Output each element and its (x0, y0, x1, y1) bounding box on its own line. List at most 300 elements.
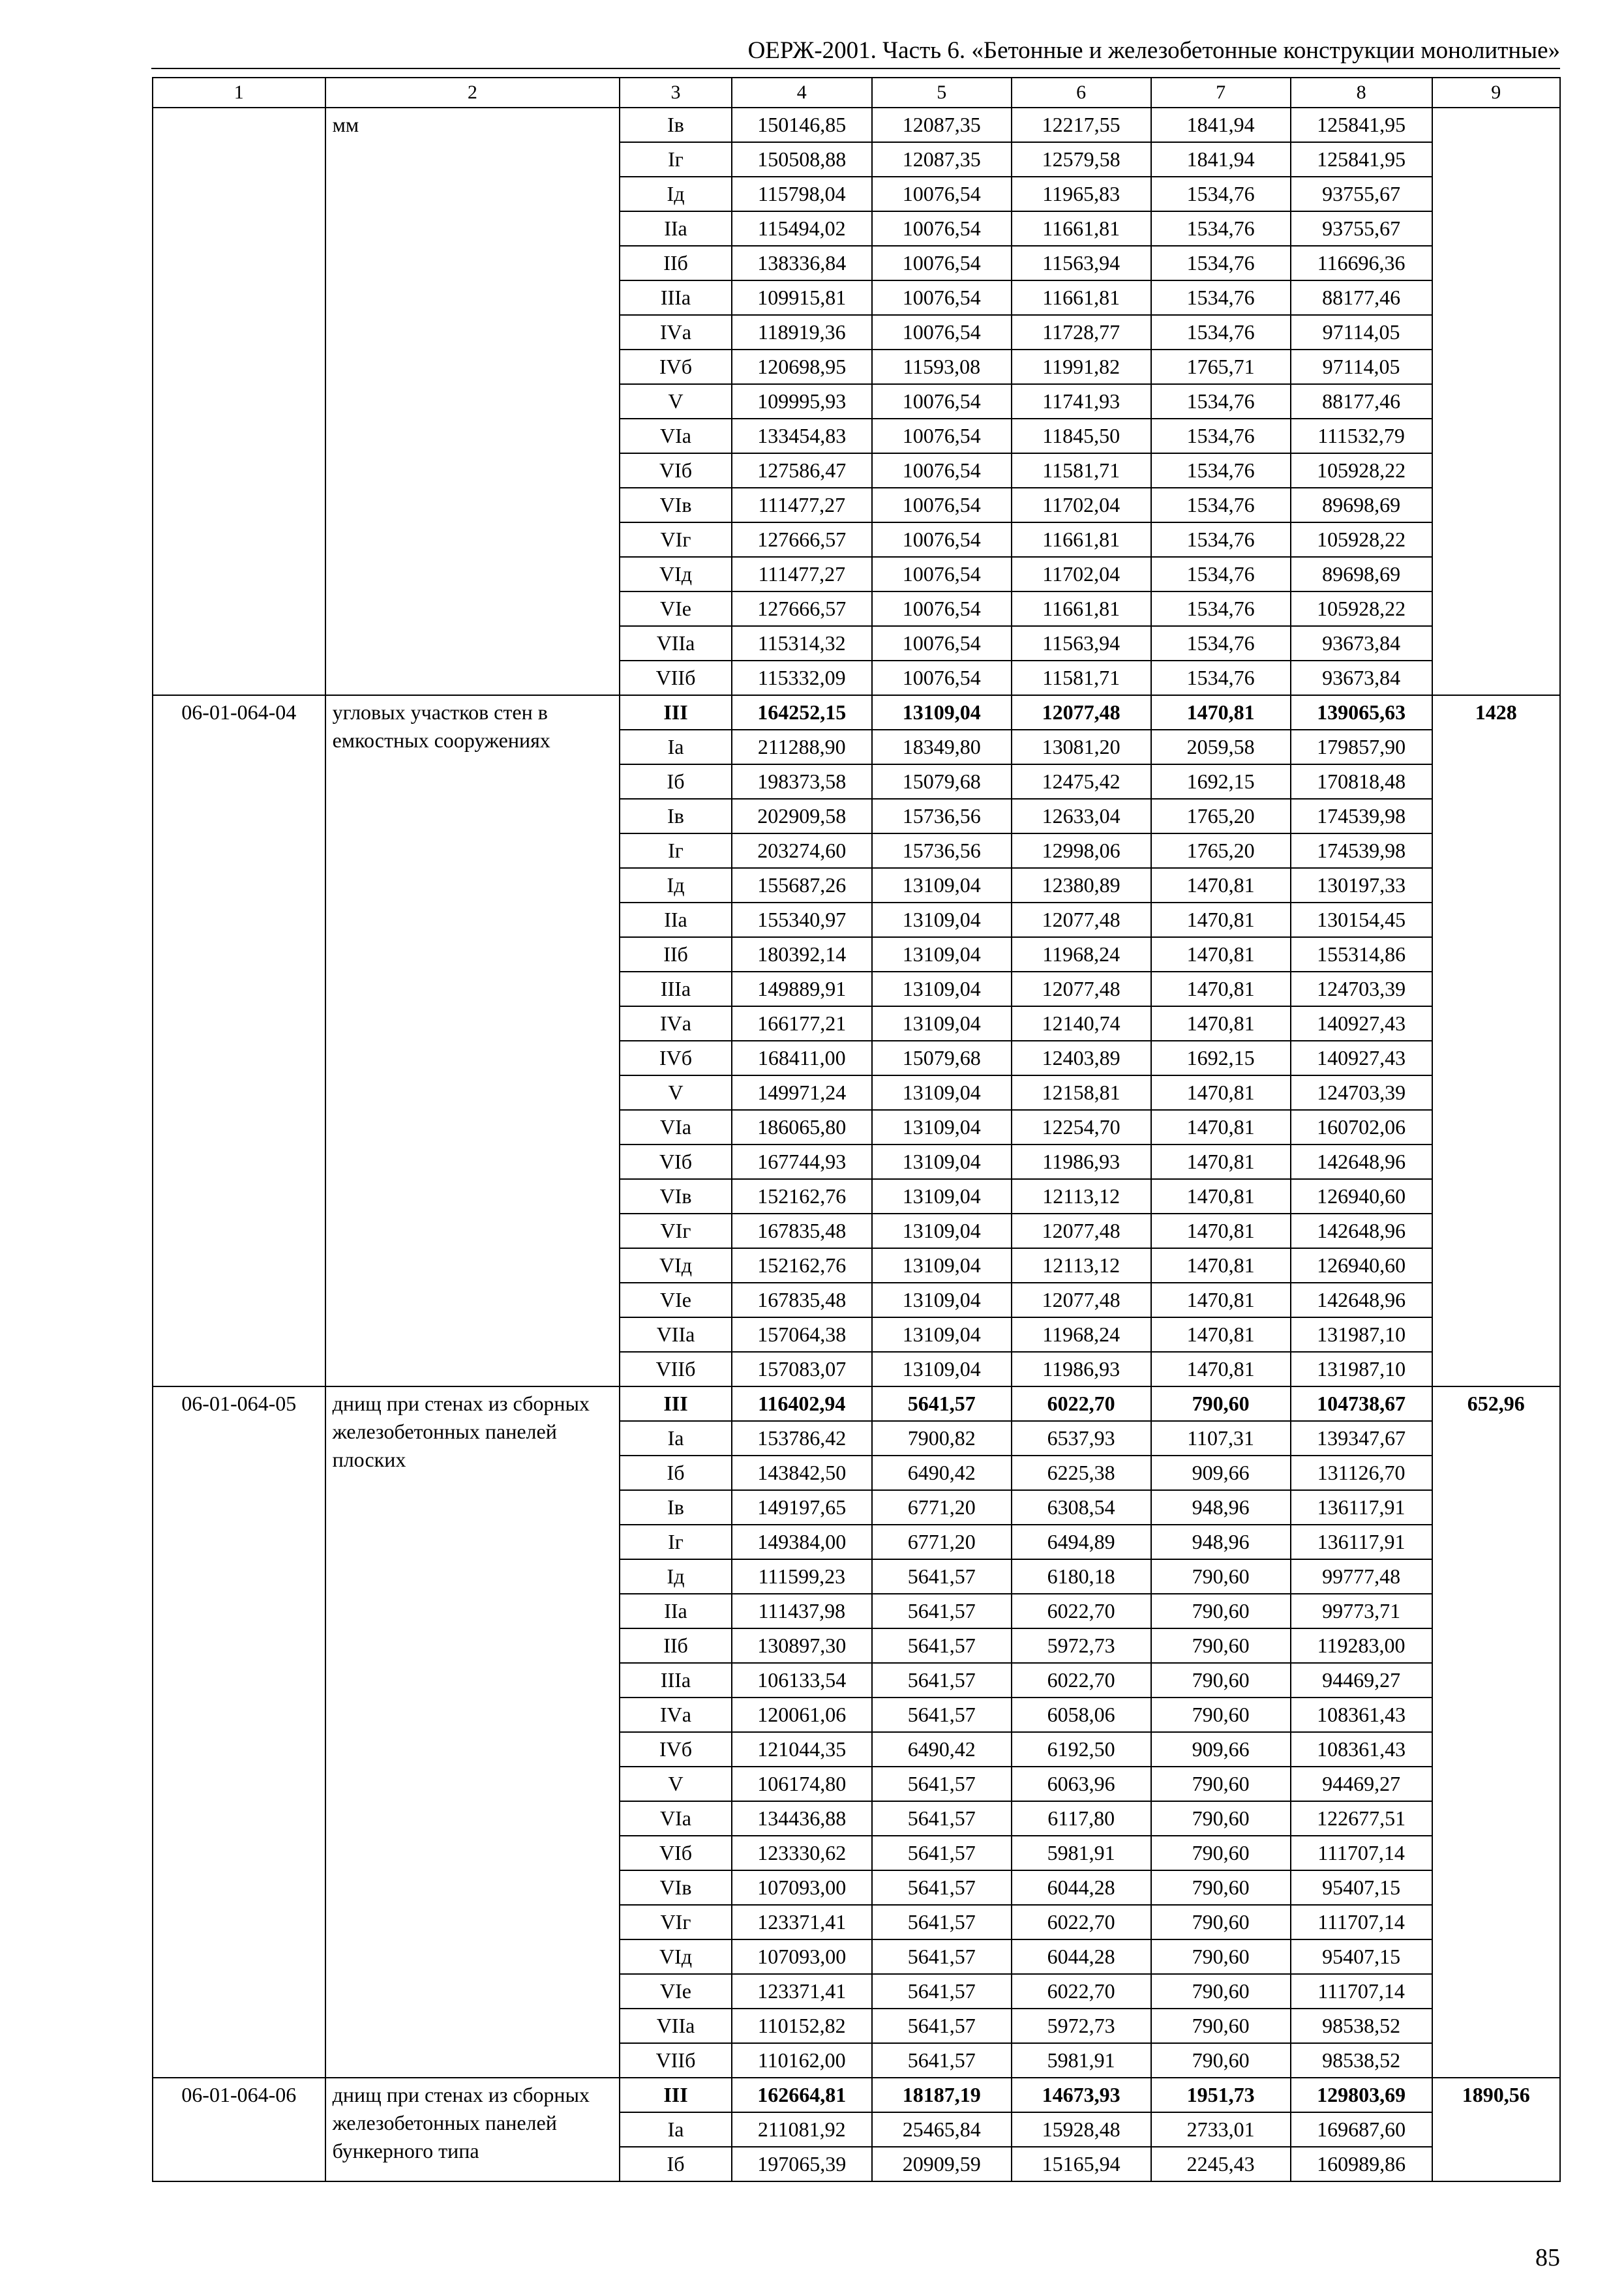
total-cost-cell: 121044,35 (732, 1732, 872, 1767)
total-cost-cell: 198373,58 (732, 764, 872, 799)
labor-cost-cell: 7900,82 (872, 1421, 1012, 1456)
labor-cost-cell: 10076,54 (872, 211, 1012, 246)
machine-cost-cell: 12140,74 (1012, 1006, 1151, 1041)
total-cost-cell: 109995,93 (732, 384, 872, 419)
total-cost-cell: 167744,93 (732, 1144, 872, 1179)
item-code (153, 108, 325, 695)
machine-cost-cell: 12077,48 (1012, 903, 1151, 937)
labor-cost-cell: 5641,57 (872, 1870, 1012, 1905)
materials-cost-cell: 179857,90 (1291, 730, 1432, 764)
column-number: 4 (732, 78, 872, 108)
materials-cost-cell: 142648,96 (1291, 1144, 1432, 1179)
total-cost-cell: 106174,80 (732, 1767, 872, 1801)
materials-cost-cell: 174539,98 (1291, 833, 1432, 868)
driver-wage-cell: 1841,94 (1151, 142, 1291, 177)
class-cell: VIIа (620, 626, 732, 661)
machine-cost-cell: 15928,48 (1012, 2112, 1151, 2147)
machine-cost-cell: 6192,50 (1012, 1732, 1151, 1767)
materials-cost-cell: 136117,91 (1291, 1525, 1432, 1559)
total-cost-cell: 155340,97 (732, 903, 872, 937)
total-cost-cell: 152162,76 (732, 1248, 872, 1283)
page-number: 85 (1535, 2244, 1560, 2271)
column-number: 3 (620, 78, 732, 108)
total-cost-cell: 143842,50 (732, 1456, 872, 1490)
machine-cost-cell: 6225,38 (1012, 1456, 1151, 1490)
materials-cost-cell: 130197,33 (1291, 868, 1432, 903)
class-cell: IIIа (620, 280, 732, 315)
total-cost-cell: 149384,00 (732, 1525, 872, 1559)
materials-cost-cell: 129803,69 (1291, 2078, 1432, 2112)
machine-cost-cell: 11728,77 (1012, 315, 1151, 350)
driver-wage-cell: 790,60 (1151, 1767, 1291, 1801)
total-cost-cell: 111477,27 (732, 557, 872, 591)
total-cost-cell: 109915,81 (732, 280, 872, 315)
driver-wage-cell: 790,60 (1151, 1628, 1291, 1663)
driver-wage-cell: 1534,76 (1151, 488, 1291, 522)
machine-cost-cell: 12158,81 (1012, 1075, 1151, 1110)
materials-cost-cell: 169687,60 (1291, 2112, 1432, 2147)
driver-wage-cell: 1534,76 (1151, 557, 1291, 591)
labor-cost-cell: 13109,04 (872, 1248, 1012, 1283)
driver-wage-cell: 1534,76 (1151, 280, 1291, 315)
driver-wage-cell: 1534,76 (1151, 453, 1291, 488)
total-cost-cell: 149197,65 (732, 1490, 872, 1525)
class-cell: III (620, 695, 732, 730)
item-code: 06-01-064-06 (153, 2078, 325, 2181)
driver-wage-cell: 1765,20 (1151, 833, 1291, 868)
machine-cost-cell: 12403,89 (1012, 1041, 1151, 1075)
driver-wage-cell: 1534,76 (1151, 661, 1291, 695)
materials-cost-cell: 99773,71 (1291, 1594, 1432, 1628)
class-cell: VIв (620, 1179, 732, 1214)
labor-cost-cell: 5641,57 (872, 1386, 1012, 1421)
driver-wage-cell: 790,60 (1151, 1870, 1291, 1905)
labor-cost-cell: 13109,04 (872, 1075, 1012, 1110)
labor-cost-cell: 5641,57 (872, 1663, 1012, 1698)
labor-cost-cell: 12087,35 (872, 108, 1012, 142)
machine-cost-cell: 12254,70 (1012, 1110, 1151, 1144)
materials-cost-cell: 104738,67 (1291, 1386, 1432, 1421)
total-cost-cell: 167835,48 (732, 1283, 872, 1317)
class-cell: V (620, 1767, 732, 1801)
driver-wage-cell: 790,60 (1151, 1905, 1291, 1939)
total-cost-cell: 167835,48 (732, 1214, 872, 1248)
labor-cost-cell: 15736,56 (872, 799, 1012, 833)
materials-cost-cell: 131126,70 (1291, 1456, 1432, 1490)
driver-wage-cell: 1765,71 (1151, 350, 1291, 384)
materials-cost-cell: 126940,60 (1291, 1248, 1432, 1283)
materials-cost-cell: 95407,15 (1291, 1939, 1432, 1974)
labor-cost-cell: 10076,54 (872, 177, 1012, 211)
class-cell: VIе (620, 591, 732, 626)
materials-cost-cell: 122677,51 (1291, 1801, 1432, 1836)
machine-cost-cell: 5981,91 (1012, 1836, 1151, 1870)
total-cost-cell: 107093,00 (732, 1870, 872, 1905)
class-cell: VIе (620, 1283, 732, 1317)
materials-cost-cell: 89698,69 (1291, 557, 1432, 591)
materials-cost-cell: 98538,52 (1291, 2009, 1432, 2043)
machine-cost-cell: 11702,04 (1012, 488, 1151, 522)
materials-cost-cell: 111532,79 (1291, 419, 1432, 453)
labor-cost-cell: 13109,04 (872, 1352, 1012, 1386)
machine-cost-cell: 11991,82 (1012, 350, 1151, 384)
total-cost-cell: 120698,95 (732, 350, 872, 384)
driver-wage-cell: 1470,81 (1151, 1006, 1291, 1041)
labor-cost-cell: 15079,68 (872, 764, 1012, 799)
document-header: ОЕРЖ-2001. Часть 6. «Бетонные и железобетонные конструкции монолитные» (747, 37, 1560, 64)
item-code: 06-01-064-05 (153, 1386, 325, 2078)
labor-cost-cell: 5641,57 (872, 1628, 1012, 1663)
materials-cost-cell: 139065,63 (1291, 695, 1432, 730)
labor-cost-cell: 15079,68 (872, 1041, 1012, 1075)
total-cost-cell: 180392,14 (732, 937, 872, 972)
class-cell: VIе (620, 1974, 732, 2009)
driver-wage-cell: 790,60 (1151, 1836, 1291, 1870)
materials-cost-cell: 105928,22 (1291, 591, 1432, 626)
materials-cost-cell: 108361,43 (1291, 1732, 1432, 1767)
materials-cost-cell: 94469,27 (1291, 1767, 1432, 1801)
table-row (153, 2078, 1560, 2112)
item-description: угловых участков стен в емкостных сооружениях (325, 695, 620, 1386)
driver-wage-cell: 948,96 (1151, 1525, 1291, 1559)
labor-cost-cell: 13109,04 (872, 1179, 1012, 1214)
materials-cost-cell: 125841,95 (1291, 142, 1432, 177)
item-description: днищ при стенах из сборных железобетонных панелей плоских (325, 1386, 620, 2078)
driver-wage-cell: 790,60 (1151, 1698, 1291, 1732)
materials-cost-cell: 93673,84 (1291, 626, 1432, 661)
machine-cost-cell: 12113,12 (1012, 1248, 1151, 1283)
driver-wage-cell: 1534,76 (1151, 591, 1291, 626)
total-cost-cell: 127666,57 (732, 522, 872, 557)
materials-cost-cell: 111707,14 (1291, 1905, 1432, 1939)
total-cost-cell: 115798,04 (732, 177, 872, 211)
table-row (153, 108, 1560, 142)
driver-wage-cell: 1470,81 (1151, 1075, 1291, 1110)
machine-cost-cell: 11581,71 (1012, 661, 1151, 695)
materials-cost-cell: 105928,22 (1291, 522, 1432, 557)
driver-wage-cell: 1470,81 (1151, 1317, 1291, 1352)
materials-cost-cell: 140927,43 (1291, 1006, 1432, 1041)
column-number: 8 (1291, 78, 1432, 108)
class-cell: IIб (620, 246, 732, 280)
total-cost-cell: 197065,39 (732, 2147, 872, 2181)
class-cell: Iг (620, 833, 732, 868)
materials-cost-cell: 139347,67 (1291, 1421, 1432, 1456)
machine-cost-cell: 11845,50 (1012, 419, 1151, 453)
class-cell: VIб (620, 1144, 732, 1179)
class-cell: IIа (620, 211, 732, 246)
machine-cost-cell: 5981,91 (1012, 2043, 1151, 2078)
class-cell: VIг (620, 522, 732, 557)
total-cost-cell: 149889,91 (732, 972, 872, 1006)
machine-cost-cell: 12077,48 (1012, 695, 1151, 730)
class-cell: IIIа (620, 972, 732, 1006)
labor-cost-cell: 5641,57 (872, 1559, 1012, 1594)
labor-cost-cell: 11593,08 (872, 350, 1012, 384)
materials-cost-cell: 88177,46 (1291, 280, 1432, 315)
machine-cost-cell: 13081,20 (1012, 730, 1151, 764)
total-cost-cell: 130897,30 (732, 1628, 872, 1663)
total-cost-cell: 157064,38 (732, 1317, 872, 1352)
machine-cost-cell: 11661,81 (1012, 522, 1151, 557)
column-number: 1 (153, 78, 325, 108)
labor-cost-cell: 13109,04 (872, 903, 1012, 937)
labor-cost-cell: 10076,54 (872, 384, 1012, 419)
total-cost-cell: 155687,26 (732, 868, 872, 903)
driver-wage-cell: 1470,81 (1151, 972, 1291, 1006)
machine-cost-cell: 5972,73 (1012, 2009, 1151, 2043)
driver-wage-cell: 790,60 (1151, 1386, 1291, 1421)
driver-wage-cell: 2059,58 (1151, 730, 1291, 764)
labor-cost-cell: 13109,04 (872, 1317, 1012, 1352)
machine-cost-cell: 11968,24 (1012, 937, 1151, 972)
total-cost-cell: 162664,81 (732, 2078, 872, 2112)
driver-wage-cell: 1534,76 (1151, 177, 1291, 211)
materials-cost-cell: 88177,46 (1291, 384, 1432, 419)
table-row (153, 695, 1560, 730)
machine-cost-cell: 12113,12 (1012, 1179, 1151, 1214)
class-cell: VIIа (620, 2009, 732, 2043)
driver-wage-cell: 948,96 (1151, 1490, 1291, 1525)
driver-wage-cell: 790,60 (1151, 2043, 1291, 2078)
materials-cost-cell: 124703,39 (1291, 972, 1432, 1006)
machine-cost-cell: 6537,93 (1012, 1421, 1151, 1456)
machine-cost-cell: 6022,70 (1012, 1905, 1151, 1939)
labor-index: 1890,56 (1432, 2078, 1560, 2181)
total-cost-cell: 150508,88 (732, 142, 872, 177)
machine-cost-cell: 11581,71 (1012, 453, 1151, 488)
labor-cost-cell: 10076,54 (872, 557, 1012, 591)
machine-cost-cell: 12077,48 (1012, 972, 1151, 1006)
labor-cost-cell: 5641,57 (872, 1939, 1012, 1974)
item-description: днищ при стенах из сборных железобетонных панелей бункерного типа (325, 2078, 620, 2181)
column-number: 2 (325, 78, 620, 108)
driver-wage-cell: 1534,76 (1151, 522, 1291, 557)
item-code: 06-01-064-04 (153, 695, 325, 1386)
labor-cost-cell: 5641,57 (872, 1905, 1012, 1939)
driver-wage-cell: 1470,81 (1151, 1283, 1291, 1317)
class-cell: VIд (620, 1248, 732, 1283)
machine-cost-cell: 6022,70 (1012, 1386, 1151, 1421)
class-cell: IIа (620, 1594, 732, 1628)
class-cell: Iб (620, 1456, 732, 1490)
driver-wage-cell: 790,60 (1151, 1801, 1291, 1836)
labor-cost-cell: 10076,54 (872, 626, 1012, 661)
total-cost-cell: 149971,24 (732, 1075, 872, 1110)
class-cell: Iа (620, 1421, 732, 1456)
labor-cost-cell: 12087,35 (872, 142, 1012, 177)
machine-cost-cell: 6063,96 (1012, 1767, 1151, 1801)
class-cell: Iа (620, 730, 732, 764)
class-cell: IIа (620, 903, 732, 937)
materials-cost-cell: 131987,10 (1291, 1317, 1432, 1352)
class-cell: VIб (620, 1836, 732, 1870)
materials-cost-cell: 111707,14 (1291, 1836, 1432, 1870)
item-description: мм (325, 108, 620, 695)
class-cell: Iб (620, 764, 732, 799)
materials-cost-cell: 97114,05 (1291, 315, 1432, 350)
labor-cost-cell: 13109,04 (872, 1144, 1012, 1179)
class-cell: Iг (620, 1525, 732, 1559)
total-cost-cell: 118919,36 (732, 315, 872, 350)
table-row (153, 1386, 1560, 1421)
materials-cost-cell: 119283,00 (1291, 1628, 1432, 1663)
labor-cost-cell: 13109,04 (872, 1214, 1012, 1248)
materials-cost-cell: 93755,67 (1291, 177, 1432, 211)
machine-cost-cell: 12077,48 (1012, 1283, 1151, 1317)
class-cell: IVб (620, 1732, 732, 1767)
labor-index (1432, 108, 1560, 695)
machine-cost-cell: 6117,80 (1012, 1801, 1151, 1836)
class-cell: VIб (620, 453, 732, 488)
class-cell: IIб (620, 1628, 732, 1663)
materials-cost-cell: 111707,14 (1291, 1974, 1432, 2009)
labor-cost-cell: 20909,59 (872, 2147, 1012, 2181)
labor-cost-cell: 5641,57 (872, 1594, 1012, 1628)
labor-cost-cell: 10076,54 (872, 453, 1012, 488)
driver-wage-cell: 909,66 (1151, 1456, 1291, 1490)
total-cost-cell: 186065,80 (732, 1110, 872, 1144)
driver-wage-cell: 1534,76 (1151, 246, 1291, 280)
materials-cost-cell: 105928,22 (1291, 453, 1432, 488)
labor-cost-cell: 10076,54 (872, 315, 1012, 350)
class-cell: Iб (620, 2147, 732, 2181)
total-cost-cell: 120061,06 (732, 1698, 872, 1732)
total-cost-cell: 127586,47 (732, 453, 872, 488)
materials-cost-cell: 99777,48 (1291, 1559, 1432, 1594)
driver-wage-cell: 2245,43 (1151, 2147, 1291, 2181)
class-cell: IIб (620, 937, 732, 972)
machine-cost-cell: 11563,94 (1012, 246, 1151, 280)
class-cell: Iд (620, 1559, 732, 1594)
machine-cost-cell: 6022,70 (1012, 1594, 1151, 1628)
total-cost-cell: 157083,07 (732, 1352, 872, 1386)
driver-wage-cell: 2733,01 (1151, 2112, 1291, 2147)
materials-cost-cell: 174539,98 (1291, 799, 1432, 833)
total-cost-cell: 110162,00 (732, 2043, 872, 2078)
machine-cost-cell: 11965,83 (1012, 177, 1151, 211)
total-cost-cell: 106133,54 (732, 1663, 872, 1698)
price-table (152, 77, 1561, 2182)
labor-cost-cell: 10076,54 (872, 591, 1012, 626)
column-number-row (153, 78, 1560, 108)
materials-cost-cell: 160989,86 (1291, 2147, 1432, 2181)
machine-cost-cell: 6180,18 (1012, 1559, 1151, 1594)
class-cell: IVа (620, 1698, 732, 1732)
total-cost-cell: 123371,41 (732, 1905, 872, 1939)
materials-cost-cell: 98538,52 (1291, 2043, 1432, 2078)
class-cell: VIа (620, 419, 732, 453)
class-cell: VIа (620, 1801, 732, 1836)
driver-wage-cell: 1534,76 (1151, 211, 1291, 246)
class-cell: V (620, 384, 732, 419)
labor-cost-cell: 13109,04 (872, 1110, 1012, 1144)
total-cost-cell: 211081,92 (732, 2112, 872, 2147)
driver-wage-cell: 1470,81 (1151, 903, 1291, 937)
class-cell: III (620, 2078, 732, 2112)
total-cost-cell: 115332,09 (732, 661, 872, 695)
machine-cost-cell: 11702,04 (1012, 557, 1151, 591)
labor-cost-cell: 10076,54 (872, 280, 1012, 315)
class-cell: V (620, 1075, 732, 1110)
column-number: 7 (1151, 78, 1291, 108)
machine-cost-cell: 6044,28 (1012, 1870, 1151, 1905)
class-cell: Iд (620, 868, 732, 903)
driver-wage-cell: 1692,15 (1151, 764, 1291, 799)
labor-cost-cell: 25465,84 (872, 2112, 1012, 2147)
materials-cost-cell: 124703,39 (1291, 1075, 1432, 1110)
labor-cost-cell: 13109,04 (872, 695, 1012, 730)
class-cell: III (620, 1386, 732, 1421)
labor-cost-cell: 6490,42 (872, 1732, 1012, 1767)
materials-cost-cell: 160702,06 (1291, 1110, 1432, 1144)
total-cost-cell: 153786,42 (732, 1421, 872, 1456)
machine-cost-cell: 12077,48 (1012, 1214, 1151, 1248)
driver-wage-cell: 1470,81 (1151, 1179, 1291, 1214)
machine-cost-cell: 6308,54 (1012, 1490, 1151, 1525)
class-cell: Iв (620, 1490, 732, 1525)
labor-cost-cell: 6490,42 (872, 1456, 1012, 1490)
driver-wage-cell: 1470,81 (1151, 937, 1291, 972)
machine-cost-cell: 6494,89 (1012, 1525, 1151, 1559)
total-cost-cell: 111437,98 (732, 1594, 872, 1628)
driver-wage-cell: 790,60 (1151, 1939, 1291, 1974)
machine-cost-cell: 6044,28 (1012, 1939, 1151, 1974)
labor-cost-cell: 13109,04 (872, 937, 1012, 972)
labor-cost-cell: 5641,57 (872, 2009, 1012, 2043)
total-cost-cell: 123330,62 (732, 1836, 872, 1870)
total-cost-cell: 202909,58 (732, 799, 872, 833)
class-cell: IVб (620, 1041, 732, 1075)
materials-cost-cell: 126940,60 (1291, 1179, 1432, 1214)
class-cell: Iг (620, 142, 732, 177)
machine-cost-cell: 11986,93 (1012, 1352, 1151, 1386)
machine-cost-cell: 6022,70 (1012, 1663, 1151, 1698)
driver-wage-cell: 1470,81 (1151, 695, 1291, 730)
total-cost-cell: 133454,83 (732, 419, 872, 453)
machine-cost-cell: 11661,81 (1012, 280, 1151, 315)
materials-cost-cell: 95407,15 (1291, 1870, 1432, 1905)
column-number: 6 (1012, 78, 1151, 108)
machine-cost-cell: 14673,93 (1012, 2078, 1151, 2112)
labor-cost-cell: 5641,57 (872, 1974, 1012, 2009)
machine-cost-cell: 12380,89 (1012, 868, 1151, 903)
total-cost-cell: 168411,00 (732, 1041, 872, 1075)
class-cell: VIд (620, 557, 732, 591)
materials-cost-cell: 140927,43 (1291, 1041, 1432, 1075)
materials-cost-cell: 142648,96 (1291, 1283, 1432, 1317)
machine-cost-cell: 6058,06 (1012, 1698, 1151, 1732)
class-cell: VIIа (620, 1317, 732, 1352)
class-cell: VIг (620, 1214, 732, 1248)
labor-index: 1428 (1432, 695, 1560, 1386)
total-cost-cell: 164252,15 (732, 695, 872, 730)
class-cell: Iа (620, 2112, 732, 2147)
class-cell: VIIб (620, 1352, 732, 1386)
driver-wage-cell: 1534,76 (1151, 384, 1291, 419)
total-cost-cell: 166177,21 (732, 1006, 872, 1041)
total-cost-cell: 115314,32 (732, 626, 872, 661)
labor-cost-cell: 13109,04 (872, 1006, 1012, 1041)
labor-cost-cell: 15736,56 (872, 833, 1012, 868)
driver-wage-cell: 1470,81 (1151, 1352, 1291, 1386)
class-cell: VIIб (620, 2043, 732, 2078)
machine-cost-cell: 11661,81 (1012, 211, 1151, 246)
total-cost-cell: 116402,94 (732, 1386, 872, 1421)
driver-wage-cell: 1765,20 (1151, 799, 1291, 833)
total-cost-cell: 134436,88 (732, 1801, 872, 1836)
total-cost-cell: 111599,23 (732, 1559, 872, 1594)
